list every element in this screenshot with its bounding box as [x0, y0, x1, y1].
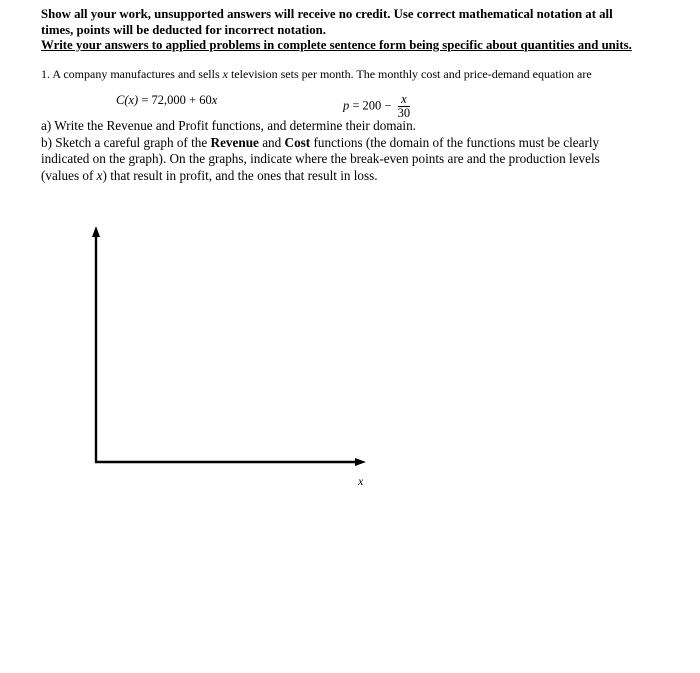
part-b-revenue: Revenue: [210, 134, 259, 150]
cost-rhs: = 72,000 + 60: [141, 93, 212, 107]
part-b-text-1: b) Sketch a careful graph of the: [41, 134, 208, 150]
problem-intro-a: A company manufactures and sells: [52, 67, 220, 81]
part-b-cost: Cost: [284, 134, 311, 150]
instructions-line-3: Write your answers to applied problems in complete sentence form being specific about quantities and units.: [41, 38, 632, 52]
part-a: a) Write the Revenue and Profit functions, and determine their domain.: [41, 118, 416, 133]
part-b-text-4b: ) that result in profit, and the ones that result in loss.: [102, 167, 378, 183]
problem-intro-b: television sets per month. The monthly cost and price-demand equation are: [230, 67, 592, 81]
price-fraction-numerator: x: [398, 93, 411, 107]
y-axis-arrowhead: [92, 226, 100, 237]
price-rhs: = 200 −: [352, 98, 392, 113]
part-b-line-3: indicated on the graph). On the graphs, indicate where the break-even points are and the production levels: [41, 151, 600, 166]
part-b-text-2: functions (the domain of the functions must be clearly: [313, 134, 600, 150]
cost-lhs: C(x): [116, 93, 139, 107]
problem-intro-var: x: [222, 67, 228, 81]
instructions-line-1: Show all your work, unsupported answers will receive no credit. Use correct mathematical notation at all: [41, 7, 613, 21]
price-fraction-denominator: 30: [397, 106, 411, 120]
price-lhs: p: [343, 98, 350, 113]
instructions-line-2: times, points will be deducted for incorrect notation.: [41, 22, 326, 37]
cost-var: x: [211, 93, 218, 107]
x-axis-label: x: [358, 474, 364, 488]
part-b-text-4a: (values of: [41, 167, 94, 183]
part-b-var: x: [96, 167, 103, 183]
part-b-and: and: [262, 134, 282, 150]
problem-number: 1.: [41, 67, 50, 81]
x-axis-arrowhead: [355, 458, 366, 466]
